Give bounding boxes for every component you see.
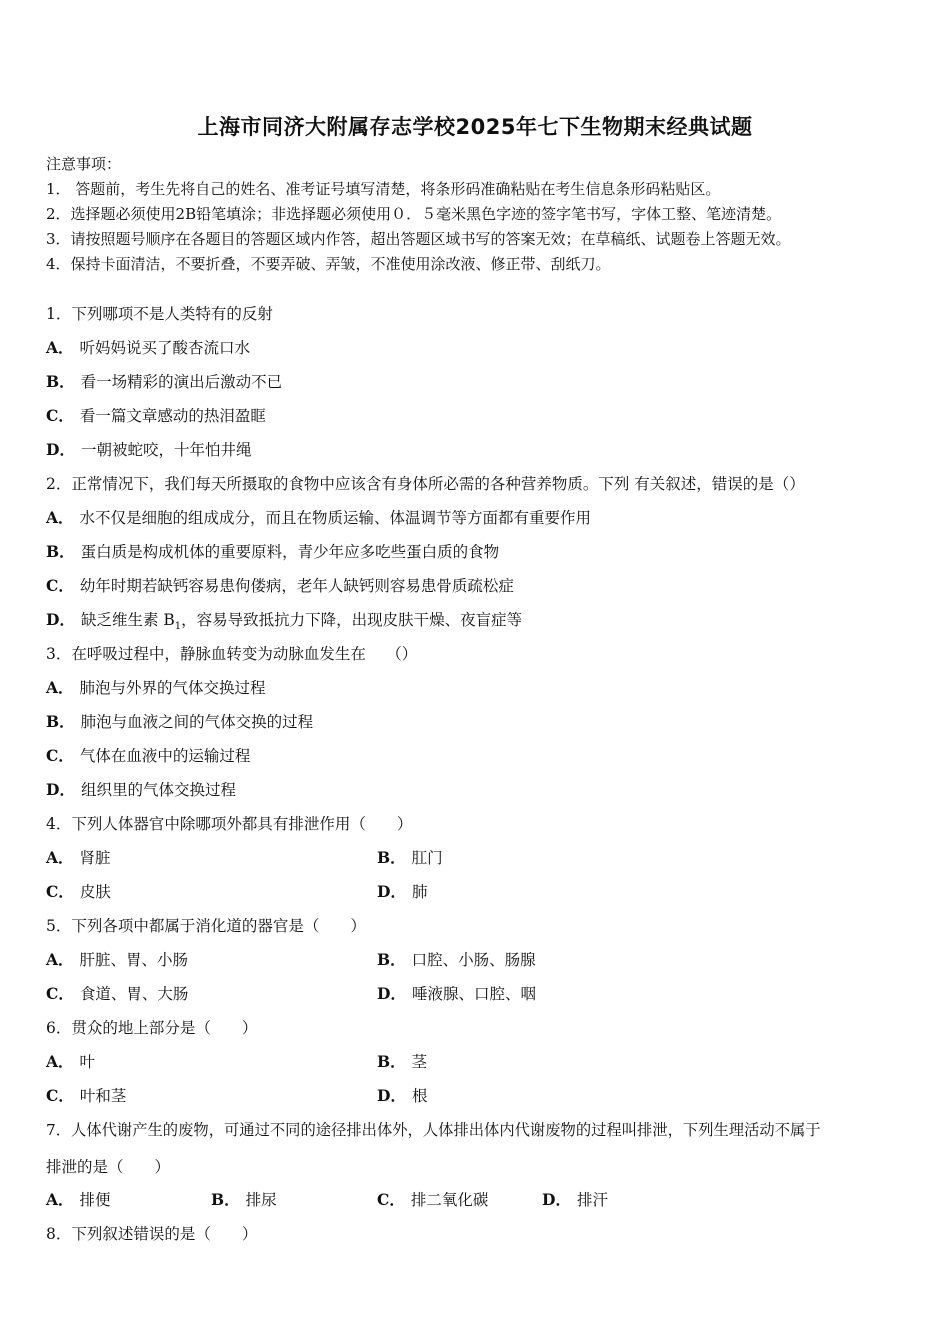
question-6-stem: 6．贯众的地上部分是（ ） [46, 1019, 258, 1037]
option-text: 气体在血液中的运输过程 [79, 747, 251, 765]
option-letter: A． [46, 1190, 74, 1209]
question-1-stem: 1．下列哪项不是人类特有的反射 [46, 305, 273, 323]
q5-option-b [377, 948, 536, 970]
q1-option-b [46, 370, 282, 392]
option-letter: C． [46, 1086, 74, 1105]
question-7-stem-line1: 7．人体代谢产生的废物，可通过不同的途径排出体外，人体排出体内代谢废物的过程叫排泄，下列生理活动不属于 [46, 1121, 821, 1139]
option-text: 看一场精彩的演出后激动不已 [80, 373, 283, 391]
option-letter: C． [46, 882, 74, 901]
q1-option-d [46, 438, 251, 460]
option-text: 一朝被蛇咬，十年怕井绳 [80, 441, 252, 459]
question-7-stem-line2: 排泄的是（ ） [46, 1158, 171, 1176]
option-text: 肝脏、胃、小肠 [79, 951, 189, 969]
option-text: 根 [411, 1087, 428, 1105]
option-text: 看一篇文章感动的热泪盈眶 [79, 407, 266, 425]
option-letter: D． [377, 1086, 406, 1105]
q1-option-a [46, 336, 250, 358]
option-letter: A． [46, 678, 74, 697]
option-text: 肺泡与外界的气体交换过程 [79, 679, 266, 697]
option-letter: D． [46, 440, 75, 459]
q4-option-d [377, 880, 427, 902]
option-text: 缺乏维生素 B [80, 611, 175, 629]
question-3-stem: 3．在呼吸过程中，静脉血转变为动脉血发生在 （） [46, 645, 418, 663]
q4-option-b [377, 846, 443, 868]
option-text: 排汗 [576, 1191, 608, 1209]
option-letter: B． [211, 1190, 240, 1209]
q5-option-c [46, 982, 188, 1004]
question-8-stem: 8．下列叙述错误的是（ ） [46, 1225, 258, 1243]
option-text: 幼年时期若缺钙容易患佝偻病，老年人缺钙则容易患骨质疏松症 [79, 577, 514, 595]
q6-option-d [377, 1084, 427, 1106]
q2-option-b [46, 540, 499, 562]
q7-option-c [377, 1188, 488, 1210]
option-letter: B． [377, 848, 406, 867]
option-letter: C． [46, 984, 74, 1003]
note-item-4: 4．保持卡面清洁，不要折叠，不要弄破、弄皱，不准使用涂改液、修正带、刮纸刀。 [46, 255, 611, 273]
note-item-3: 3．请按照题号顺序在各题目的答题区域内作答，超出答题区域书写的答案无效；在草稿纸、试题卷上答题无效。 [46, 230, 791, 248]
option-text: 肺泡与血液之间的气体交换的过程 [80, 713, 314, 731]
q3-option-b [46, 710, 313, 732]
option-text: 皮肤 [79, 883, 111, 901]
option-letter: D． [46, 780, 75, 799]
option-text: 组织里的气体交换过程 [80, 781, 236, 799]
option-letter: D． [46, 610, 75, 629]
option-text: 排尿 [245, 1191, 277, 1209]
q6-option-c [46, 1084, 126, 1106]
question-2-stem: 2．正常情况下，我们每天所摄取的食物中应该含有身体所必需的各种营养物质。下列 有关叙述，错误的是（） [46, 475, 805, 493]
question-5-stem: 5．下列各项中都属于消化道的器官是（ ） [46, 917, 366, 935]
option-letter: D． [377, 882, 406, 901]
option-text: 排便 [79, 1191, 111, 1209]
option-letter: A． [46, 508, 74, 527]
note-item-1: 1． 答题前，考生先将自己的姓名、准考证号填写清楚，将条形码准确粘贴在考生信息条形码粘贴区。 [46, 180, 721, 198]
option-text: 口腔、小肠、肠腺 [411, 951, 536, 969]
option-text: 肛门 [411, 849, 443, 867]
option-text: 叶 [79, 1053, 96, 1071]
option-letter: A． [46, 1052, 74, 1071]
q3-option-c [46, 744, 250, 766]
q2-option-c [46, 574, 514, 596]
option-text: 茎 [411, 1053, 428, 1071]
q2-option-d [46, 608, 522, 632]
option-letter: B． [46, 712, 75, 731]
option-letter: D． [542, 1190, 571, 1209]
option-text: 肾脏 [79, 849, 111, 867]
option-letter: D． [377, 984, 406, 1003]
q4-option-c [46, 880, 111, 902]
option-text: 听妈妈说买了酸杏流口水 [79, 339, 251, 357]
option-letter: A． [46, 950, 74, 969]
option-text: ，容易导致抵抗力下降，出现皮肤干燥、夜盲症等 [181, 611, 523, 629]
option-text: 食道、胃、大肠 [79, 985, 189, 1003]
option-letter: B． [377, 950, 406, 969]
notes-heading: 注意事项： [46, 155, 122, 173]
option-letter: C． [46, 406, 74, 425]
option-letter: C． [46, 576, 74, 595]
question-4-stem: 4．下列人体器官中除哪项外都具有排泄作用（ ） [46, 815, 413, 833]
option-text: 水不仅是细胞的组成成分，而且在物质运输、体温调节等方面都有重要作用 [79, 509, 592, 527]
option-text: 唾液腺、口腔、咽 [411, 985, 536, 1003]
q5-option-d [377, 982, 536, 1004]
option-text: 叶和茎 [79, 1087, 127, 1105]
q2-option-a [46, 506, 591, 528]
q3-option-a [46, 676, 266, 698]
q7-option-b [211, 1188, 277, 1210]
q7-option-d [542, 1188, 608, 1210]
option-text: 排二氧化碳 [410, 1191, 489, 1209]
option-text: 肺 [411, 883, 428, 901]
option-letter: A． [46, 848, 74, 867]
option-letter: C． [377, 1190, 405, 1209]
note-item-2: 2．选择题必须使用2B铅笔填涂；非选择题必须使用０．５毫米黑色字迹的签字笔书写，字体工整、笔迹清楚。 [46, 205, 782, 223]
option-letter: C． [46, 746, 74, 765]
q5-option-a [46, 948, 188, 970]
q6-option-b [377, 1050, 427, 1072]
subscript: 1 [174, 621, 182, 633]
q3-option-d [46, 778, 236, 800]
q4-option-a [46, 846, 111, 868]
page-title: 上海市同济大附属存志学校2025年七下生物期末经典试题 [197, 115, 753, 139]
option-letter: A． [46, 338, 74, 357]
option-letter: B． [46, 372, 75, 391]
q7-option-a [46, 1188, 111, 1210]
option-letter: B． [46, 542, 75, 561]
option-letter: B． [377, 1052, 406, 1071]
q1-option-c [46, 404, 266, 426]
option-text: 蛋白质是构成机体的重要原料，青少年应多吃些蛋白质的食物 [80, 543, 500, 561]
q6-option-a [46, 1050, 95, 1072]
